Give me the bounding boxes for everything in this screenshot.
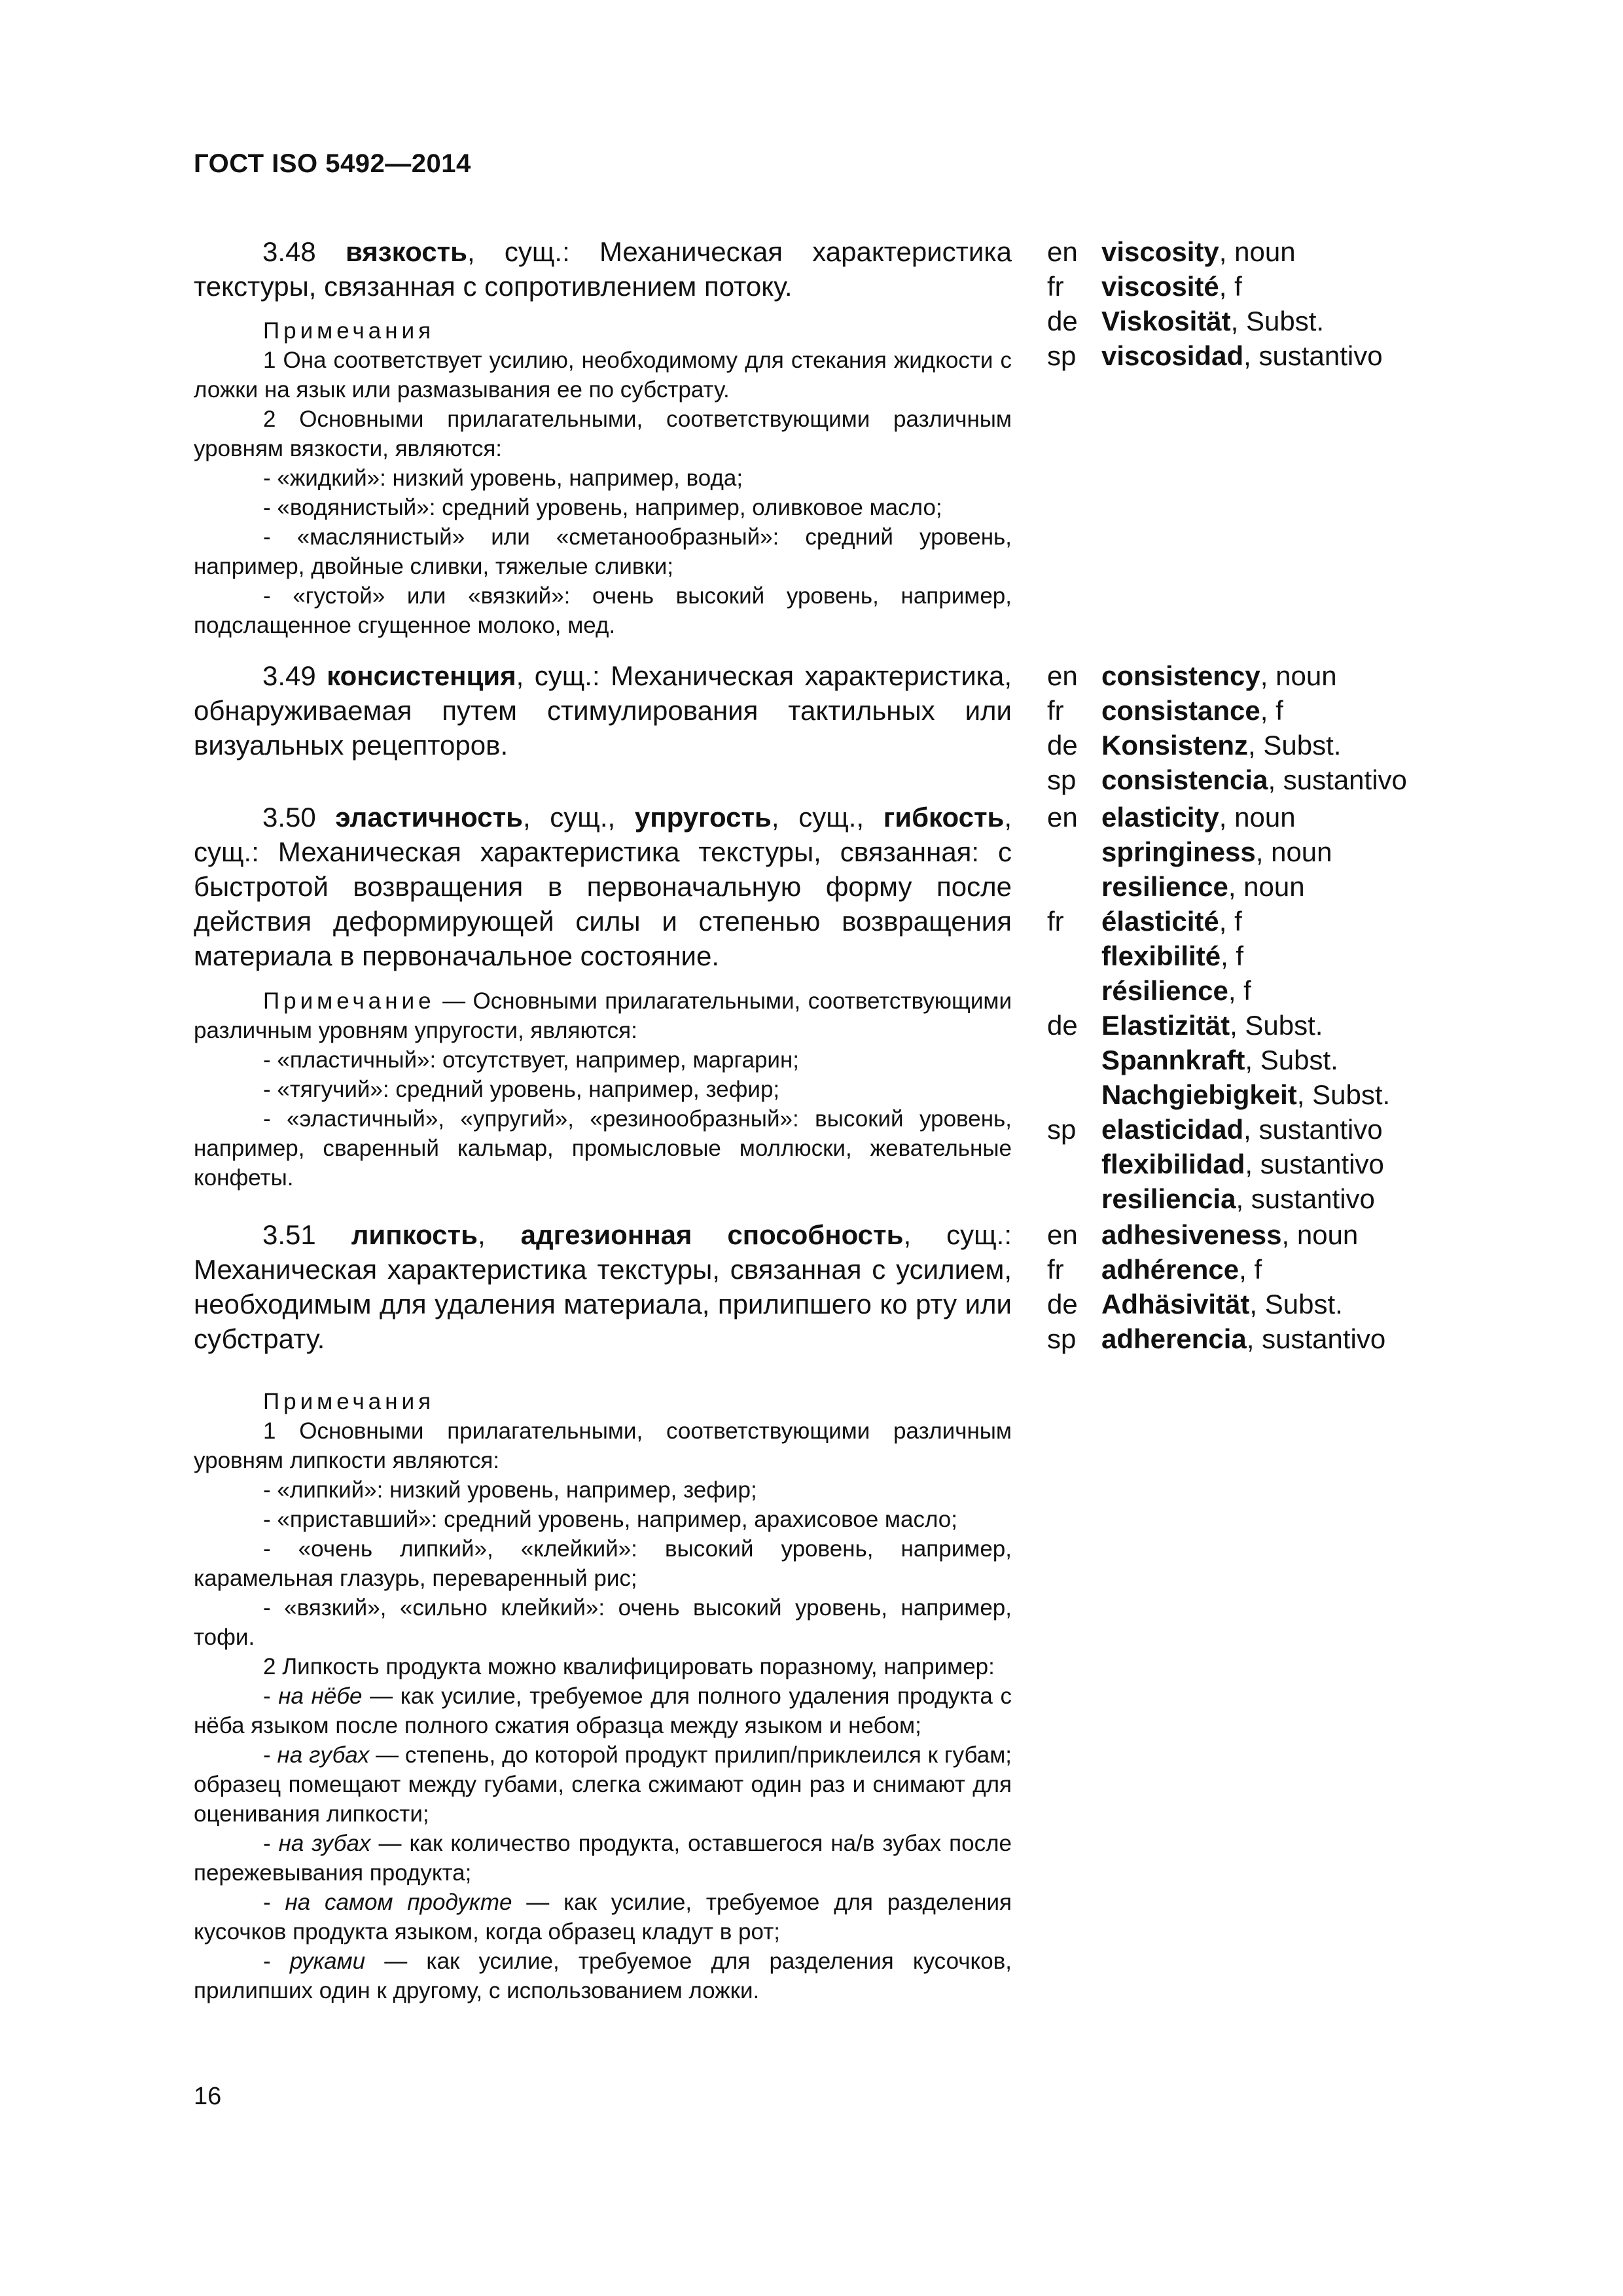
- term-name: консистенция: [327, 660, 516, 691]
- note-list-item: - «пластичный»: отсутствует, например, маргарин;: [263, 1047, 800, 1073]
- equivalent-line: [1047, 904, 1505, 939]
- note-list-item: - «водянистый»: средний уровень, например, оливковое масло;: [263, 495, 942, 520]
- note-list-item: - «маслянистый» или «сметанообразный»: средний уровень, например, двойные сливки, тяжелые сливки;: [194, 524, 1012, 579]
- equivalent-line: [1047, 1287, 1505, 1321]
- notes: [194, 986, 1012, 1193]
- equivalent-pos: , f: [1260, 695, 1283, 726]
- equivalents-3-49: [1047, 658, 1505, 797]
- note-list-item: - «тягучий»: средний уровень, например, зефир;: [263, 1077, 780, 1102]
- term-name: вязкость: [345, 236, 467, 267]
- lang-code: en: [1047, 660, 1078, 691]
- lang-code: de: [1047, 730, 1078, 761]
- equivalent-pos: , sustantivo: [1246, 1323, 1386, 1354]
- equivalent-line: [1047, 1321, 1505, 1356]
- note-paragraph: 1 Она соответствует усилию, необходимому для стекания жидкости с ложки на язык или размазывания ее по субстрату.: [194, 348, 1012, 403]
- equivalent-term: Konsistenz: [1101, 730, 1249, 761]
- equivalent-pos: , Subst.: [1245, 1045, 1338, 1075]
- lang-code: sp: [1047, 340, 1077, 371]
- lang-code: fr: [1047, 1254, 1064, 1285]
- equivalent-term: viscosidad: [1101, 340, 1244, 371]
- note-list-item: - «липкий»: низкий уровень, например, зефир;: [263, 1477, 757, 1503]
- note-intro: — Основными прилагательными, соответствующими различным уровням упругости, являются:: [194, 988, 1012, 1043]
- term-number: 3.50: [262, 802, 316, 833]
- equivalent-line: [1047, 973, 1505, 1008]
- term-number: 3.48: [262, 236, 316, 267]
- equivalent-term: Adhäsivität: [1101, 1289, 1250, 1319]
- note-list-item: - на зубах — как количество продукта, оставшегося на/в зубах после пережевывания продукта;: [194, 1831, 1012, 1886]
- equivalent-pos: , sustantivo: [1268, 764, 1407, 795]
- equivalent-pos: , sustantivo: [1243, 340, 1383, 371]
- equivalent-line: [1047, 834, 1505, 869]
- equivalent-pos: , Subst.: [1230, 306, 1325, 336]
- term-pos: , сущ.,: [522, 802, 635, 833]
- equivalent-line: [1047, 1077, 1505, 1112]
- equivalent-term: consistencia: [1101, 764, 1268, 795]
- equivalent-line: [1047, 1112, 1505, 1147]
- notes-title: Примечания: [263, 318, 435, 344]
- term-definition: [194, 234, 1012, 304]
- note-list-item: - на самом продукте — как усилие, требуемое для разделения кусочков продукта языком, когда образец кладут в рот;: [194, 1890, 1012, 1945]
- equivalent-line: [1047, 338, 1505, 373]
- equivalent-pos: , noun: [1260, 660, 1337, 691]
- equivalent-line: [1047, 658, 1505, 693]
- equivalent-line: [1047, 234, 1505, 269]
- equivalent-line: [1047, 304, 1505, 338]
- equivalent-pos: , noun: [1219, 236, 1296, 267]
- equivalent-line: [1047, 869, 1505, 904]
- lang-code: en: [1047, 236, 1078, 267]
- note-text: — как усилие, требуемое для разделения кусочков продукта языком, когда образец кладут в рот;: [194, 1890, 1012, 1945]
- term-definition-text: , сущ.: Механическая характеристика текстуры, связанная с сопротивлением потоку.: [194, 236, 1012, 302]
- equivalent-pos: , sustantivo: [1243, 1114, 1383, 1145]
- lang-code: de: [1047, 1010, 1078, 1041]
- lang-code: sp: [1047, 1114, 1077, 1145]
- term-pos: , сущ.,: [771, 802, 883, 833]
- note-paragraph: 1 Основными прилагательными, соответствующими различным уровням липкости являются:: [194, 1418, 1012, 1473]
- equivalent-line: [1047, 269, 1505, 304]
- equivalents-3-48: [1047, 234, 1505, 373]
- equivalent-term: consistance: [1101, 695, 1260, 726]
- note-list-item: - «эластичный», «упругий», «резинообразный»: высокий уровень, например, сваренный кальмар, промысловые моллюски, жевательные конфеты.: [194, 1106, 1012, 1191]
- notes: [194, 1388, 1012, 2005]
- note-list-item: - руками — как усилие, требуемое для разделения кусочков, прилипших один к другому, с использованием ложки.: [194, 1948, 1012, 2003]
- note-italic-term: на зубах: [278, 1831, 371, 1856]
- lang-code: fr: [1047, 906, 1064, 937]
- term-definition-text: , сущ.: Механическая характеристика, обнаруживаемая путем стимулирования тактильных или визуальных рецепторов.: [194, 660, 1012, 761]
- equivalent-term: Spannkraft: [1101, 1045, 1245, 1075]
- notes: [194, 317, 1012, 640]
- lang-code: sp: [1047, 764, 1077, 795]
- equivalent-pos: , f: [1221, 941, 1244, 971]
- notes-title: Примечания: [263, 1389, 435, 1414]
- equivalent-term: flexibilité: [1101, 941, 1221, 971]
- equivalent-line: [1047, 800, 1505, 834]
- equivalent-pos: , f: [1219, 906, 1242, 937]
- equivalent-term: élasticité: [1101, 906, 1219, 937]
- note-italic-term: на нёбе: [278, 1683, 363, 1709]
- term-name: упругость: [634, 802, 772, 833]
- lang-code: de: [1047, 1289, 1078, 1319]
- equivalent-term: consistency: [1101, 660, 1260, 691]
- term-definition: [194, 1217, 1012, 1356]
- equivalent-line: [1047, 1043, 1505, 1077]
- equivalent-term: flexibilidad: [1101, 1149, 1245, 1179]
- term-3-49: [194, 658, 1012, 762]
- term-definition-text: , сущ.: Механическая характеристика текстуры, связанная: с быстротой возвращения в первоначальную форму после действия деформирующей силы и степенью возвращения материала в первоначальное состояние.: [194, 802, 1012, 971]
- document-header: ГОСТ ISO 5492—2014: [194, 149, 471, 178]
- equivalent-pos: , sustantivo: [1245, 1149, 1384, 1179]
- equivalent-pos: , Subst.: [1248, 730, 1342, 761]
- equivalent-line: [1047, 1252, 1505, 1287]
- equivalent-term: resiliencia: [1101, 1183, 1236, 1214]
- lang-code: fr: [1047, 271, 1064, 302]
- lang-code: fr: [1047, 695, 1064, 726]
- equivalents-3-51: [1047, 1217, 1505, 1356]
- equivalent-term: viscosity: [1101, 236, 1219, 267]
- equivalent-term: Viskosität: [1101, 306, 1231, 336]
- lang-code: sp: [1047, 1323, 1077, 1354]
- equivalent-line: [1047, 1217, 1505, 1252]
- equivalent-pos: , Subst.: [1249, 1289, 1343, 1319]
- note-label: Примечание: [263, 988, 435, 1014]
- term-3-50: [194, 800, 1012, 1193]
- note-text: — как усилие, требуемое для полного удаления продукта с нёба языком после полного сжатия образца между языком и небом;: [194, 1683, 1012, 1738]
- equivalent-term: resilience: [1101, 871, 1228, 902]
- note-list-item: - «приставший»: средний уровень, например, арахисовое масло;: [263, 1507, 957, 1532]
- note-text: — как усилие, требуемое для разделения кусочков, прилипших один к другому, с использованием ложки.: [194, 1948, 1012, 2003]
- note-paragraph: 2 Основными прилагательными, соответствующими различным уровням вязкости, являются:: [194, 406, 1012, 461]
- equivalent-term: adhesiveness: [1101, 1219, 1282, 1250]
- equivalent-term: résilience: [1101, 975, 1228, 1006]
- equivalents-3-50: [1047, 800, 1505, 1216]
- equivalent-pos: , Subst.: [1296, 1079, 1391, 1110]
- equivalent-term: adherencia: [1101, 1323, 1247, 1354]
- lang-code: en: [1047, 1219, 1078, 1250]
- equivalent-pos: , f: [1219, 271, 1242, 302]
- note-paragraph: 2 Липкость продукта можно квалифицировать поразному, например:: [263, 1654, 995, 1679]
- equivalent-pos: , noun: [1228, 871, 1305, 902]
- term-3-48: [194, 234, 1012, 640]
- term-definition-text: , сущ.: Механическая характеристика текстуры, связанная с усилием, необходимым для удаления материала, прилипшего ко рту или субстрату.: [194, 1219, 1012, 1354]
- equivalent-pos: , f: [1239, 1254, 1262, 1285]
- lang-code: de: [1047, 306, 1078, 336]
- note-text: — степень, до которой продукт прилип/приклеился к губам; образец помещают между губами, слегка сжимают один раз и снимают для оценивания липкости;: [194, 1742, 1012, 1827]
- term-definition: [194, 800, 1012, 973]
- note-list-item: - «жидкий»: низкий уровень, например, вода;: [263, 465, 743, 491]
- note-list-item: - на нёбе — как усилие, требуемое для полного удаления продукта с нёба языком после полного сжатия образца между языком и небом;: [194, 1683, 1012, 1738]
- equivalent-pos: , noun: [1219, 802, 1296, 833]
- note-list-item: - «очень липкий», «клейкий»: высокий уровень, например, карамельная глазурь, переваренный рис;: [194, 1536, 1012, 1591]
- note-text: — как количество продукта, оставшегося на/в зубах после пережевывания продукта;: [194, 1831, 1012, 1886]
- term-number: 3.51: [262, 1219, 316, 1250]
- note-list-item: - «вязкий», «сильно клейкий»: очень высокий уровень, например, тофи.: [194, 1595, 1012, 1650]
- lang-code: en: [1047, 802, 1078, 833]
- term-name: эластичность: [335, 802, 523, 833]
- term-name: адгезионная способность: [520, 1219, 904, 1250]
- equivalent-term: Nachgiebigkeit: [1101, 1079, 1297, 1110]
- equivalent-pos: , f: [1228, 975, 1251, 1006]
- equivalent-line: [1047, 1147, 1505, 1181]
- note-italic-term: на самом продукте: [285, 1890, 512, 1915]
- note-paragraph: [194, 986, 1012, 1045]
- note-italic-term: на губах: [277, 1742, 370, 1768]
- equivalent-term: viscosité: [1101, 271, 1219, 302]
- equivalent-pos: , noun: [1255, 836, 1332, 867]
- term-name: липкость: [351, 1219, 478, 1250]
- term-number: 3.49: [262, 660, 316, 691]
- term-name: гибкость: [883, 802, 1005, 833]
- equivalent-line: [1047, 728, 1505, 762]
- equivalent-line: [1047, 693, 1505, 728]
- equivalent-line: [1047, 1008, 1505, 1043]
- note-list-item: - на губах — степень, до которой продукт прилип/приклеился к губам; образец помещают между губами, слегка сжимают один раз и снимают для оценивания липкости;: [194, 1742, 1012, 1827]
- equivalent-term: adhérence: [1101, 1254, 1240, 1285]
- note-italic-term: руками: [289, 1948, 366, 1974]
- equivalent-line: [1047, 762, 1505, 797]
- equivalent-pos: , sustantivo: [1236, 1183, 1375, 1214]
- term-separator: ,: [477, 1219, 521, 1250]
- equivalent-line: [1047, 939, 1505, 973]
- equivalent-term: Elastizität: [1101, 1010, 1230, 1041]
- term-definition: [194, 658, 1012, 762]
- equivalent-pos: , Subst.: [1230, 1010, 1323, 1041]
- note-list-item: - «густой» или «вязкий»: очень высокий уровень, например, подслащенное сгущенное молоко, мед.: [194, 583, 1012, 638]
- term-3-51: [194, 1217, 1012, 2005]
- equivalent-line: [1047, 1181, 1505, 1216]
- page-number: 16: [194, 2083, 222, 2110]
- equivalent-term: elasticity: [1101, 802, 1219, 833]
- equivalent-pos: , noun: [1281, 1219, 1359, 1250]
- equivalent-term: springiness: [1101, 836, 1256, 867]
- equivalent-term: elasticidad: [1101, 1114, 1244, 1145]
